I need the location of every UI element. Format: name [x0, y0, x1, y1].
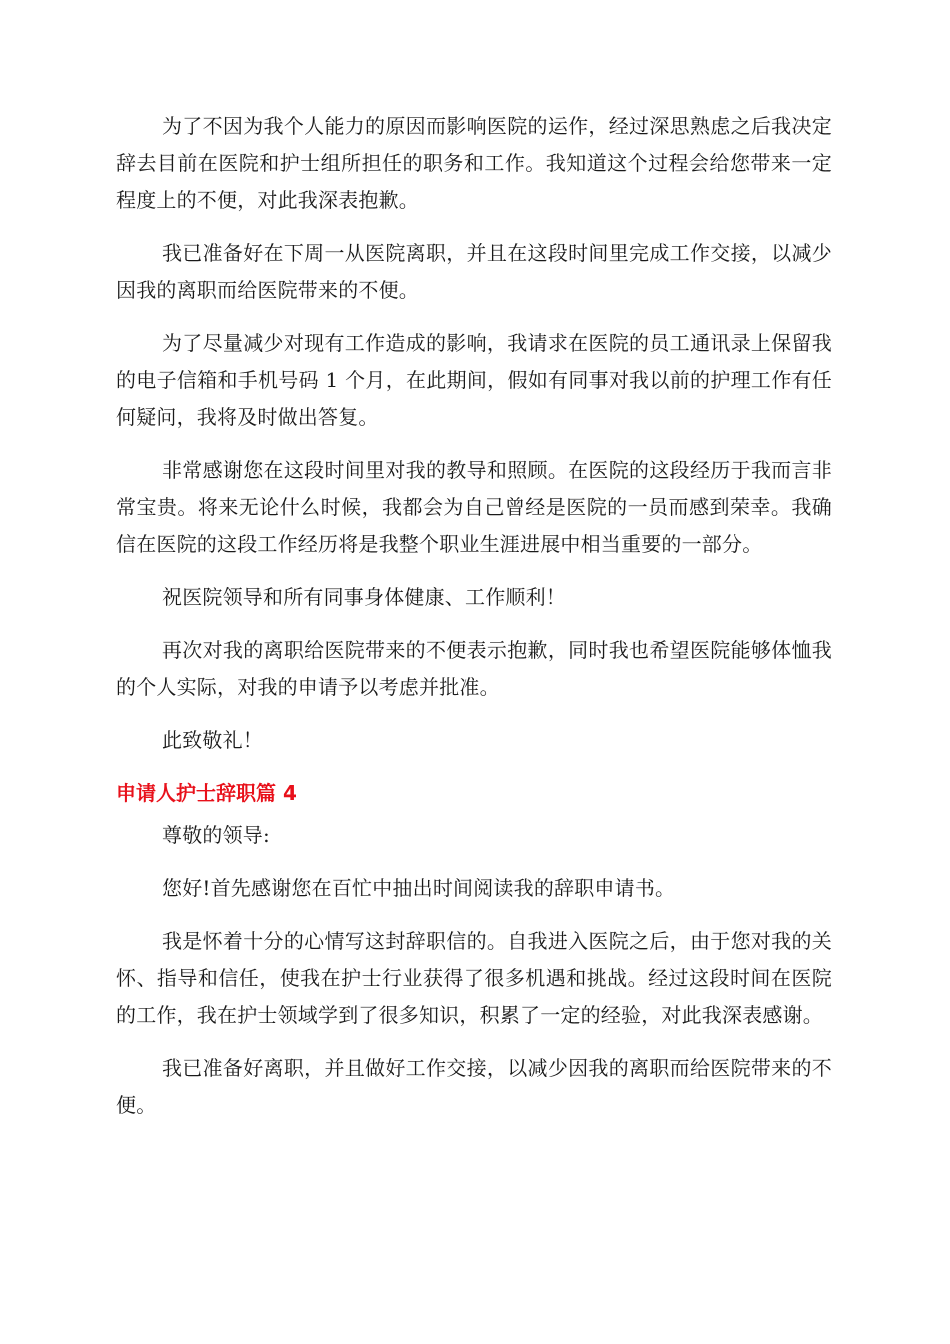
paragraph: 我是怀着十分的心情写这封辞职信的。自我进入医院之后，由于您对我的关怀、指导和信任，使我在护士行业获得了很多机遇和挑战。经过这段时间在医院的工作，我在护士领域学到了很多知识，积累了一定的经验，对此我深表感谢。: [116, 929, 832, 1027]
closing-salutation: 此致敬礼！: [162, 728, 263, 752]
paragraph: 我已准备好在下周一从医院离职，并且在这段时间里完成工作交接，以减少因我的离职而给医院带来的不便。: [116, 241, 832, 302]
paragraph: 非常感谢您在这段时间里对我的教导和照顾。在医院的这段经历于我而言非常宝贵。将来无论什么时候，我都会为自己曾经是医院的一员而感到荣幸。我确信在医院的这段工作经历将是我整个职业生涯进展中相当重要的一部分。: [116, 458, 832, 556]
paragraph: 为了不因为我个人能力的原因而影响医院的运作，经过深思熟虑之后我决定辞去目前在医院和护士组所担任的职务和工作。我知道这个过程会给您带来一定程度上的不便，对此我深表抱歉。: [116, 114, 832, 212]
document-body: [116, 108, 832, 1140]
paragraph: 再次对我的离职给医院带来的不便表示抱歉，同时我也希望医院能够体恤我的个人实际，对我的申请予以考虑并批准。: [116, 638, 832, 699]
greeting: 尊敬的领导:: [162, 823, 270, 847]
paragraph: 祝医院领导和所有同事身体健康、工作顺利！: [162, 585, 566, 609]
paragraph: 我已准备好离职，并且做好工作交接，以减少因我的离职而给医院带来的不便。: [116, 1056, 832, 1117]
section-heading: 申请人护士辞职篇 4: [116, 781, 297, 805]
paragraph: 为了尽量减少对现有工作造成的影响，我请求在医院的员工通讯录上保留我的电子信箱和手机号码 1 个月，在此期间，假如有同事对我以前的护理工作有任何疑问，我将及时做出答复。: [116, 331, 832, 429]
paragraph: 您好!首先感谢您在百忙中抽出时间阅读我的辞职申请书。: [162, 876, 676, 900]
